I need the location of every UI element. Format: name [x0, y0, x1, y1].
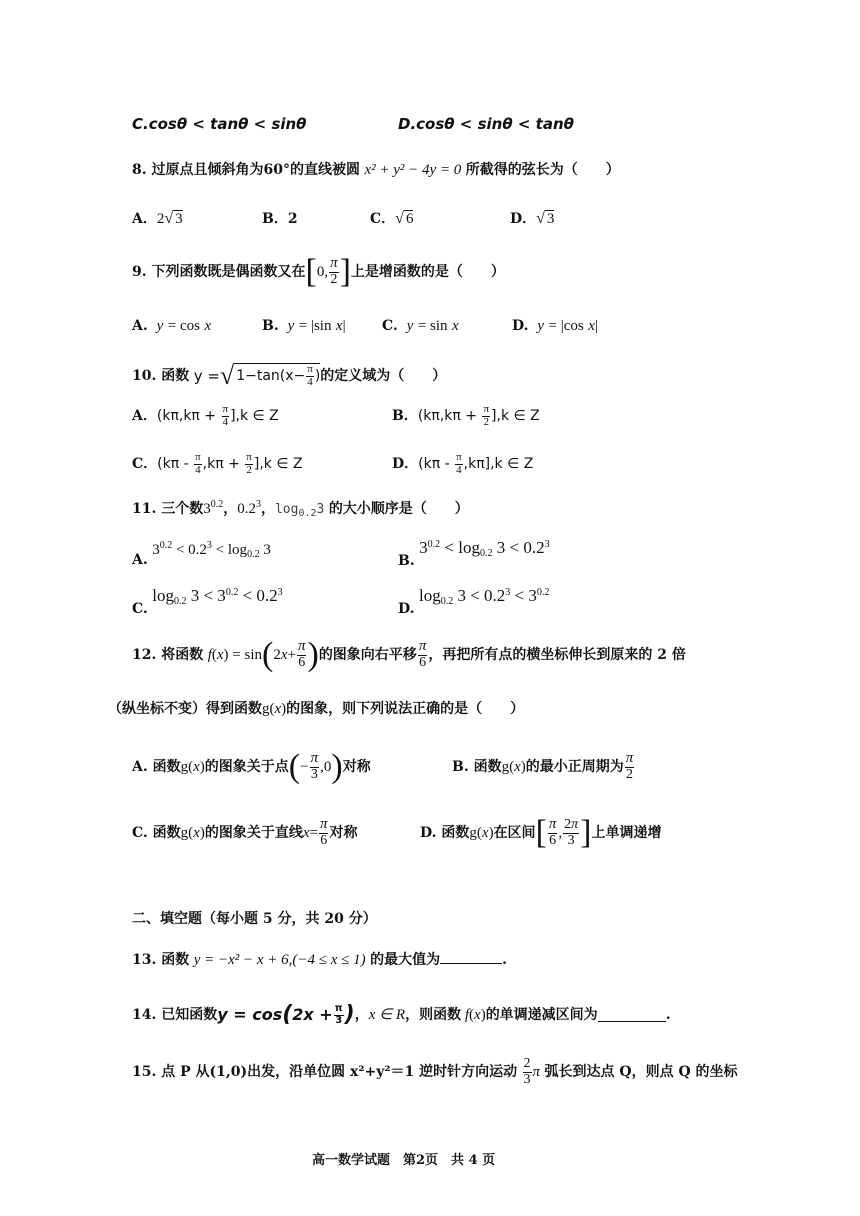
q12-option-a-text3: 对称 [342, 759, 371, 775]
q12-stem-b: 的图象向右平移 [318, 647, 417, 663]
q15-stem-b: 弧长到达点 Q，则点 Q 的坐标 [544, 1064, 738, 1080]
section-heading: 二、填空题（每小题 5 分，共 20 分） [132, 911, 377, 927]
q15-stem-a: 15. 点 P 从(1,0)出发，沿单位圆 x²+y²＝1 逆时针方向运动 [132, 1064, 518, 1080]
q10-stem: 10. 函数 y = √ 1−tan(x− $\frac{\pi}{4}$ ) 的定义域为（ ） [132, 361, 447, 390]
q9-stem-a: 9. 下列函数既是偶函数又在 [132, 264, 306, 280]
q10-option-d: D．(kπ - $\frac{\pi}{4}$ ,kπ],k ∈ Z [392, 451, 534, 476]
q12-option-a: A. 函数 g( x ) 的图象关于点 ( − $\frac{\pi}{3}$ ,0 ) 对称 [132, 748, 371, 785]
q11-option-d: D. $\log_{0.2} 3 < 0.2^3 < 3^{0.2}$ [398, 586, 550, 617]
q12-option-c: C. 函数 g( x ) 的图象关于直线 x = $\frac{\pi}{6}$ 对称 [132, 816, 358, 849]
q13-formula: y = −x² − x + 6,(−4 ≤ x ≤ 1) [193, 952, 366, 968]
q8-option-b: B．2 [262, 211, 298, 227]
q11-stem: 11. 三个数$3^{0.2}$，$0.2^3$，$\log_{0.2}3$ 的大小顺序是（ ） [132, 499, 469, 519]
q14-stem-b: ， [354, 1007, 369, 1023]
q8-option-c: C．√ 6 [370, 210, 414, 227]
q13-answer-blank[interactable] [440, 951, 502, 964]
q12-stem-a: 12. 将函数 [132, 647, 204, 663]
q9-option-c: C. y = sin x [382, 318, 459, 334]
q10-stem-a: 10. 函数 [132, 368, 190, 384]
q10-option-c: C．(kπ - $\frac{\pi}{4}$ ,kπ + $\frac{\pi}{2}$ ],k ∈ Z [132, 451, 303, 476]
q13-stem-b: 的最大值为 [370, 952, 441, 968]
q9-option-d: D. y = |cos x| [512, 318, 598, 334]
q12-option-b: B. 函数 g( x ) 的最小正周期为 $\frac{\pi}{2}$ [452, 750, 634, 783]
q12-stem-c: ，再把所有点的横坐标伸长到原来的 2 倍 [428, 647, 686, 663]
q11-option-c: C. $\log_{0.2} 3 < 3^{0.2} < 0.2^3$ [132, 586, 283, 617]
q8-option-a: A．2√ 3 [132, 210, 183, 227]
q12-option-d-text2: 在区间 [493, 825, 536, 841]
q9-option-b: B. y = |sin x| [262, 318, 346, 334]
q15-stem: 15. 点 P 从(1,0)出发，沿单位圆 x²+y²＝1 逆时针方向运动 $\frac{2}{3}$ π 弧长到达点 Q，则点 Q 的坐标 [132, 1055, 738, 1087]
q12-line2: （纵坐标不变）得到函数g(x)的图象，则下列说法正确的是（ ） [108, 701, 525, 717]
q11-option-a: A. $3^{0.2} < 0.2^3 < \log_{0.2} 3$ [132, 540, 271, 568]
q12-option-b-text2: 的最小正周期为 [525, 759, 624, 775]
q8-stem-b: 所截得的弦长为（ ） [465, 162, 620, 178]
q11-stem-a: 11. 三个数 [132, 501, 204, 517]
q14-answer-blank[interactable] [598, 1009, 666, 1022]
q14-stem: 14. 已知函数 y = cos ( 2x + $\frac{\pi}{3}$ ) ， x ∈ R ，则函数 f ( x ) 的单调递减区间为 . [132, 1002, 671, 1027]
q11-stem-b: 的大小顺序是（ ） [328, 501, 469, 517]
q12-option-b-text1: B. 函数 [452, 759, 502, 775]
q7-option-c: C.cosθ < tanθ < sinθ [132, 115, 307, 133]
q13-stem: 13. 函数 y = −x² − x + 6,(−4 ≤ x ≤ 1) 的最大值为 . [132, 952, 507, 968]
q12-option-d-text3: 上单调递增 [591, 825, 662, 841]
page-footer: 高一数学试题 第2页 共 4 页 [312, 1153, 496, 1168]
q8-stem [132, 163, 620, 178]
q12-option-c-text2: 的图象关于直线 [204, 825, 303, 841]
q10-option-b: B．(kπ,kπ + $\frac{\pi}{2}$ ],k ∈ Z [392, 403, 540, 428]
q11-option-b: B. $3^{0.2} < \log_{0.2} 3 < 0.2^3$ [398, 538, 550, 569]
q9-option-a: A. y = cos x [132, 318, 212, 334]
q12-option-a-text2: 的图象关于点 [204, 759, 289, 775]
q8-option-d: D．√ 3 [510, 210, 555, 227]
q10-stem-b: 的定义域为（ ） [320, 368, 447, 384]
q12-option-a-text1: A. 函数 [132, 759, 181, 775]
q9-stem: 9. 下列函数既是偶函数又在 [ 0, $\frac{\pi}{2}$ ] 上是增函数的是（ ） [132, 253, 505, 290]
q12-option-d: D. 函数 g( x ) 在区间 [ $\frac{\pi}{6}$ , $\frac{2\pi}{3}$ ] 上单调递增 [420, 814, 662, 851]
q9-stem-b: 上是增函数的是（ ） [350, 264, 505, 280]
q14-condition: x ∈ R [368, 1006, 406, 1023]
q13-stem-a: 13. 函数 [132, 952, 190, 968]
q12-option-c-text3: 对称 [329, 825, 358, 841]
q14-stem-a: 14. 已知函数 [132, 1007, 218, 1023]
q7-option-d: D.cosθ < sinθ < tanθ [398, 115, 574, 133]
q10-option-a: A．(kπ,kπ + $\frac{\pi}{4}$ ],k ∈ Z [132, 403, 279, 428]
q8-equation: x² + y² − 4y = 0 [364, 162, 462, 178]
q12-option-d-text1: D. 函数 [420, 825, 470, 841]
q12-option-c-text1: C. 函数 [132, 825, 181, 841]
q12-stem: 12. 将函数 f ( x ) = sin ( 2 x + $\frac{\pi}{6}$ ) 的图象向右平移 $\frac{\pi}{6}$ ，再把所有点的横坐标伸长到原来的 2 倍 [132, 636, 686, 673]
q14-stem-c: ，则函数 [405, 1007, 462, 1023]
q14-stem-d: 的单调递减区间为 [485, 1007, 598, 1023]
q8-stem-a: 8. 过原点且倾斜角为60°的直线被圆 [132, 162, 360, 178]
